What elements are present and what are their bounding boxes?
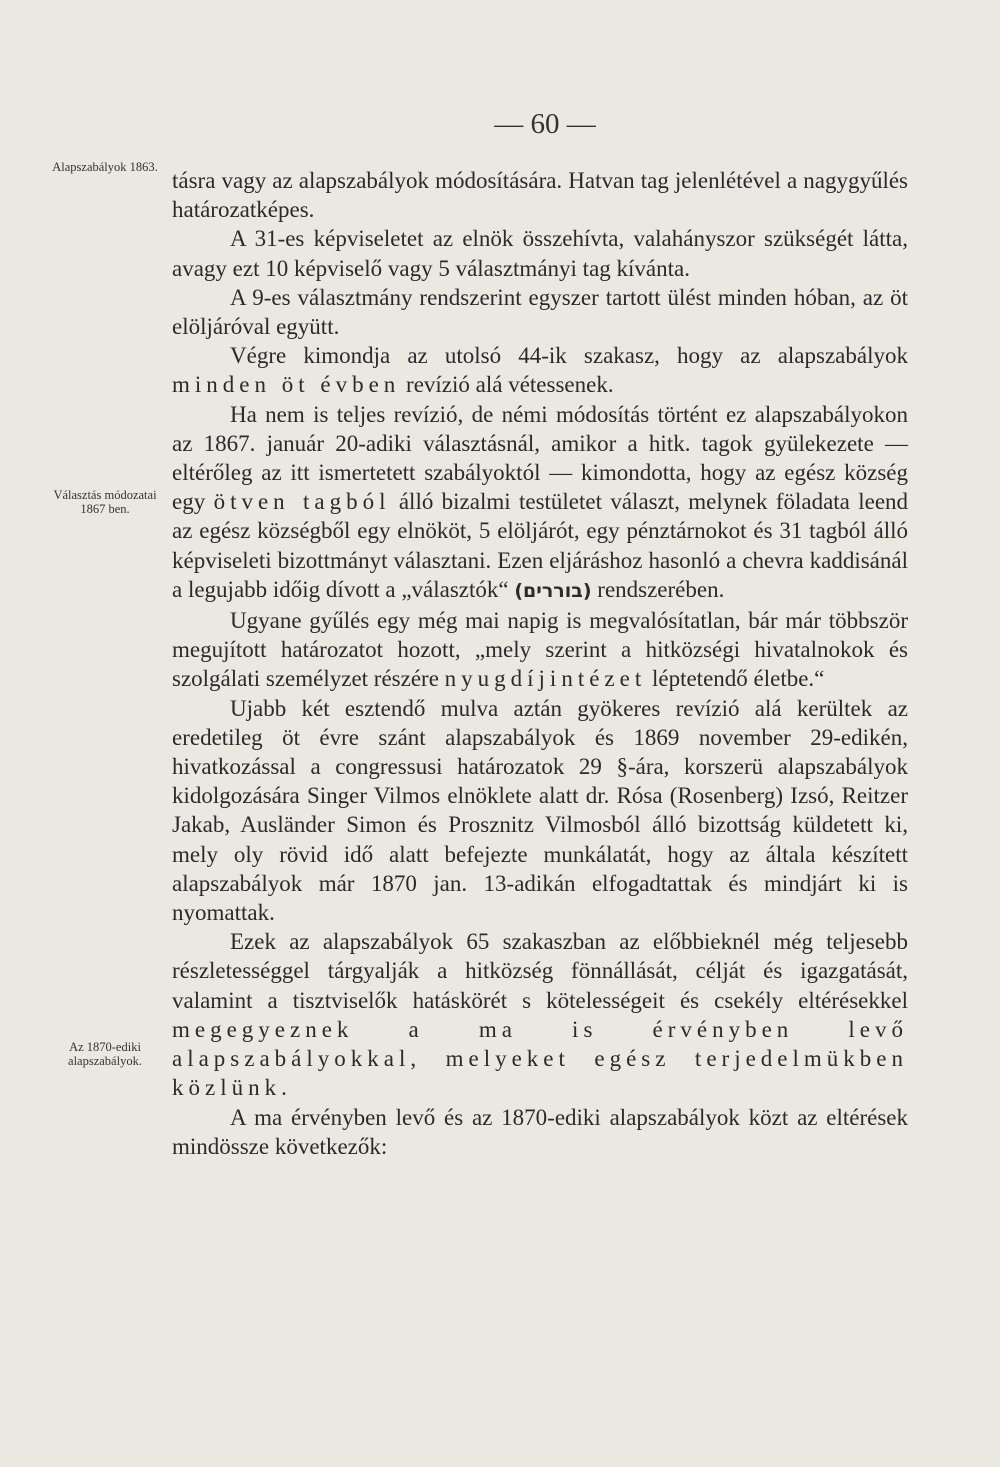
body-text bbox=[172, 166, 908, 1161]
margin-note-1867: Választás módozatai 1867 ben. bbox=[53, 488, 157, 516]
paragraph-9: A ma érvényben levő és az 1870-ediki alapszabályok közt az eltérések mindössze következők: bbox=[172, 1104, 908, 1159]
paragraph-5-text-b: álló bizalmi testületet választ, melynek föladata leend az egész községből egy elnököt, 5 elöljárót, egy pénztárnokot és 31 tagból álló képviseleti bizottmányt választani. Ezen eljáráshoz hasonló a chevra kaddisánál a legujabb időig dívott a „választók“ bbox=[172, 489, 909, 602]
paragraph-6-text-b: léptetendő életbe.“ bbox=[651, 666, 825, 692]
paragraph-3: A 9-es választmány rendszerint egyszer tartott ülést minden hóban, az öt elöljáróval együtt. bbox=[172, 284, 908, 340]
paragraph-7: Ujabb két esztendő mulva aztán gyökeres revízió alá kerültek az eredetileg öt évre szánt alapszabályok és 1869 november 29-edikén, hivatkozással a congressusi határozatok 29 §-ára, korszerü alapszabályok kidolgozására Singer Vilmos elnöklete alatt dr. Rósa (Rosenberg) Izsó, Reitzer Jakab, Ausländer Simon és Prosznitz Vilmosból álló bizottság küldetett ki, mely oly rövid idő alatt befejezte munkálatát, hogy az általa készített alapszabályok már 1870 jan. 13-adikán elfogadtattak és mindjárt ki is nyomattak. bbox=[172, 695, 908, 926]
paragraph-4-spaced: minden öt évben bbox=[172, 372, 401, 398]
paragraph-5 bbox=[172, 400, 908, 606]
paragraph-6-text-a: Ugyane gyűlés egy még mai napig is megvalósítatlan, bár már többször megujított határozatot hozott, „mely szerint a hitközségi hivatalnokok és szolgálati személyzet részére bbox=[172, 608, 908, 692]
paragraph-4 bbox=[172, 341, 908, 399]
paragraph-6 bbox=[172, 606, 908, 694]
paragraph-4-text-b: revízió alá vétessenek. bbox=[406, 372, 614, 398]
margin-note-1863: Alapszabályok 1863. bbox=[52, 160, 158, 174]
page-number: — 60 — bbox=[494, 108, 596, 140]
paragraph-2: A 31-es képviseletet az elnök összehívta, valahányszor szükségét látta, avagy ezt 10 képviselő vagy 5 választmányi tag kívánta. bbox=[172, 226, 908, 281]
paragraph-8-spaced: megegyeznek a ma is érvényben levő alapszabályokkal, melyeket egész terjedelmükben közlünk. bbox=[172, 1016, 908, 1101]
paragraph-5-text-c: rendszerében. bbox=[597, 576, 725, 602]
paragraph-1: tásra vagy az alapszabályok módosítására. Hatvan tag jelenlétével a nagygyűlés határozatképes. bbox=[172, 168, 908, 223]
paragraph-8-text-a: Ezek az alapszabályok 65 szakaszban az előbbieknél még teljesebb részletességgel tárgyalják a hitközség fönnállását, célját és igazgatását, valamint a tisztviselők hatáskörét s kötelességeit és csekély eltérésekkel bbox=[172, 929, 908, 1013]
margin-note-1870: Az 1870-ediki alapszabályok. bbox=[68, 1040, 142, 1068]
paragraph-6-spaced: nyugdíjintézet bbox=[444, 666, 647, 692]
paragraph-5-spaced: ötven tagból bbox=[213, 489, 391, 515]
paragraph-5-text-a: Ha nem is teljes revízió, de némi módosítás történt ez alapszabályokon az 1867. január 20-adiki választásnál, amikor a hitk. tagok gyülekezete — eltérőleg az itt ismertetett szabályoktól — kimondotta, hogy az egész község egy bbox=[172, 401, 908, 515]
paragraph-8 bbox=[172, 927, 908, 1102]
hebrew-term: (בוררים) bbox=[514, 579, 592, 602]
paragraph-4-text-a: Végre kimondja az utolsó 44-ik szakasz, hogy az alapszabályok bbox=[230, 343, 908, 369]
